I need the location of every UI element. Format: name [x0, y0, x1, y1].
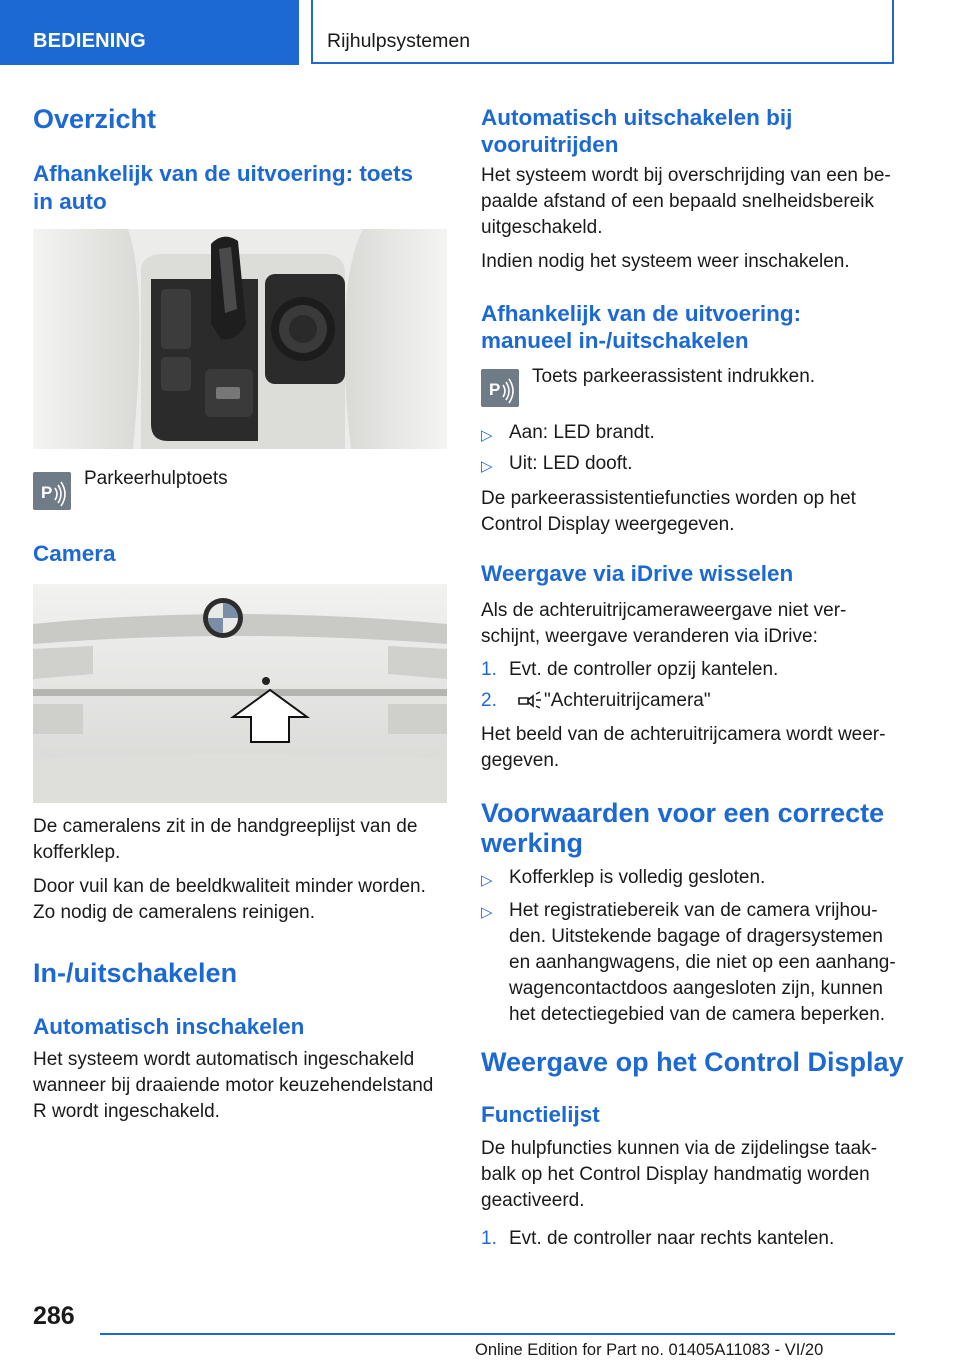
auto-off-line: paalde afstand of een bepaald snelheidsbereik: [481, 191, 874, 212]
svg-text:P: P: [489, 380, 501, 399]
functionlist-line: balk op het Control Display handmatig worden: [481, 1164, 870, 1185]
idrive-line: Als de achteruitrijcameraweergave niet ver‐: [481, 600, 847, 621]
variant-heading-line: Afhankelijk van de uitvoering: toets: [33, 161, 414, 186]
functionlist-line: geactiveerd.: [481, 1190, 585, 1211]
step-number: 2.: [481, 690, 497, 711]
display-heading: Weergave op het Control Display: [481, 1047, 904, 1077]
condition-2-line: Het registratiebereik van de camera vrijhou‐: [509, 900, 878, 921]
manual-heading-line: Afhankelijk van de uitvoering:: [481, 301, 802, 326]
triangle-bullet-icon: ▷: [481, 872, 493, 889]
camera-paragraph-line: De cameralens zit in de handgreeplijst van de: [33, 816, 418, 837]
functions-line: Control Display weergegeven.: [481, 514, 735, 535]
camera-paragraph-line: Zo nodig de cameralens reinigen.: [33, 902, 316, 923]
auto-on-line: R wordt ingeschakeld.: [33, 1101, 220, 1122]
auto-off-heading-line: Automatisch uitschakelen bij: [481, 105, 793, 130]
tailgate-camera-illustration: [33, 584, 447, 803]
functions-line: De parkeerassistentiefuncties worden op het: [481, 488, 856, 509]
variant-heading: [33, 160, 413, 216]
conditions-heading: [481, 798, 884, 858]
auto-off-line: Het systeem wordt bij overschrijding van een be‐: [481, 165, 891, 186]
manual-heading: [481, 300, 801, 354]
triangle-bullet-icon: ▷: [481, 458, 493, 475]
idrive-text: [481, 598, 895, 650]
condition-1: Kofferklep is volledig gesloten.: [509, 867, 766, 888]
conditions-heading-line: Voorwaarden voor een correcte: [481, 798, 885, 828]
step-number: 1.: [481, 1228, 497, 1249]
section-title: BEDIENING: [33, 30, 146, 52]
svg-text:P: P: [41, 483, 53, 502]
camera-paragraph-line: Door vuil kan de beeldkwaliteit minder worden.: [33, 876, 426, 897]
auto-on-line: Het systeem wordt automatisch ingeschakeld: [33, 1049, 415, 1070]
step-1: Evt. de controller opzij kantelen.: [509, 659, 779, 680]
functionlist-step: Evt. de controller naar rechts kantelen.: [509, 1228, 835, 1249]
step-2: "Achteruitrijcamera": [544, 690, 711, 711]
functionlist-heading: Functielijst: [481, 1102, 600, 1127]
auto-on-text: [33, 1047, 447, 1125]
auto-on-heading: Automatisch inschakelen: [33, 1014, 305, 1039]
conditions-heading-line: werking: [481, 828, 584, 858]
condition-2-line: wagencontactdoos aangesloten zijn, kunnen: [509, 978, 883, 999]
idrive-heading: Weergave via iDrive wisselen: [481, 561, 794, 586]
gear-console-illustration: [33, 229, 447, 449]
variant-heading-line: in auto: [33, 189, 107, 214]
overzicht-heading: Overzicht: [33, 104, 157, 134]
page-number: 286: [33, 1302, 75, 1330]
image-line: gegeven.: [481, 750, 560, 771]
functionlist-line: De hulpfuncties kunnen via de zijdelingse taak‐: [481, 1138, 878, 1159]
image-text: [481, 722, 895, 774]
chapter-tab: [311, 0, 894, 64]
step-number: 1.: [481, 659, 497, 680]
camera-heading: Camera: [33, 541, 116, 566]
rear-camera-icon: [516, 690, 542, 715]
manual-heading-line: manueel in-/uitschakelen: [481, 328, 749, 353]
button-caption: Parkeerhulptoets: [84, 468, 228, 489]
condition-2-line: het detectiegebied van de camera beperken.: [509, 1004, 886, 1025]
bullet-off: Uit: LED dooft.: [509, 453, 633, 474]
park-assist-button-icon: [33, 472, 71, 510]
functions-text: [481, 486, 895, 538]
triangle-bullet-icon: ▷: [481, 904, 493, 921]
condition-2-line: den. Uitstekende bagage of dragersystemen: [509, 926, 883, 947]
switch-heading: In-/uitschakelen: [33, 958, 238, 988]
condition-2: [509, 898, 899, 1028]
camera-text: [33, 814, 447, 926]
bullet-on: Aan: LED brandt.: [509, 422, 655, 443]
footer-divider: [100, 1333, 895, 1335]
console-image: [33, 229, 447, 449]
camera-paragraph-line: kofferklep.: [33, 842, 121, 863]
section-tab: [0, 0, 299, 65]
chapter-title: Rijhulpsystemen: [327, 30, 471, 52]
functionlist-text: [481, 1136, 895, 1214]
auto-off-line: Indien nodig het systeem weer inschakelen.: [481, 251, 850, 272]
condition-2-line: en aanhangwagens, die niet op een aanhang‐: [509, 952, 896, 973]
auto-off-heading: [481, 104, 792, 158]
image-line: Het beeld van de achteruitrijcamera wordt weer‐: [481, 724, 886, 745]
park-assist-button-icon: [481, 369, 519, 407]
auto-off-text: [481, 163, 895, 275]
idrive-line: schijnt, weergave veranderen via iDrive:: [481, 626, 818, 647]
triangle-bullet-icon: ▷: [481, 427, 493, 444]
auto-off-line: uitgeschakeld.: [481, 217, 603, 238]
auto-on-line: wanneer bij draaiende motor keuzehendelstand: [33, 1075, 434, 1096]
auto-off-heading-line: vooruitrijden: [481, 132, 619, 157]
camera-image: [33, 584, 447, 803]
edition-text: Online Edition for Part no. 01405A11083 - VI/20: [475, 1341, 824, 1359]
manual-text: Toets parkeerassistent indrukken.: [532, 366, 816, 387]
